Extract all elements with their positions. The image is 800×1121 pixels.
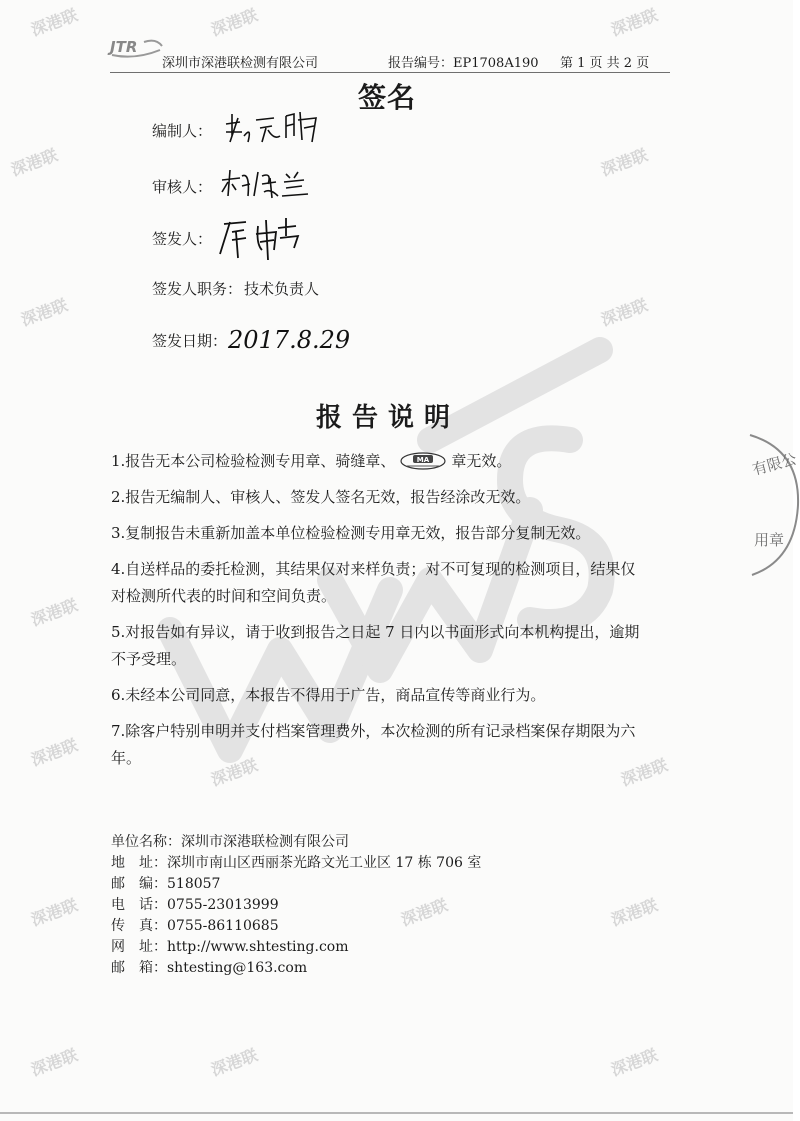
header-company: 深圳市深港联检测有限公司	[162, 56, 319, 71]
note-text: 4.自送样品的委托检测，其结果仅对来样负责；对不可复现的检测项目，结果仅	[111, 560, 636, 578]
watermark-small: 深港联	[18, 295, 71, 330]
compiler-signature	[222, 106, 322, 146]
note-item: 3.复制报告未重新加盖本单位检验检测专用章无效，报告部分复制无效。	[111, 524, 591, 542]
contact-fax-row	[111, 916, 481, 937]
contact-value: 0755-86110685	[167, 918, 279, 934]
note-item	[111, 718, 667, 772]
watermark-small: 深港联	[598, 295, 651, 330]
company-logo	[110, 36, 164, 58]
svg-text:JTR: JTR	[110, 38, 138, 56]
header-report-number: 报告编号：EP1708A190	[388, 56, 539, 71]
note-text: 对检测所代表的时间和空间负责。	[111, 587, 337, 605]
watermark-small: 深港联	[208, 755, 261, 790]
contact-value: shtesting@163.com	[167, 960, 308, 976]
stamp-edge	[740, 430, 800, 580]
cma-mark-icon	[399, 452, 447, 470]
note-text: 1.报告无本公司检验检测专用章、骑缝章、	[111, 452, 396, 470]
scan-edge-line	[0, 1112, 793, 1114]
reviewer-row	[152, 176, 212, 197]
watermark-small: 深港联	[618, 755, 671, 790]
watermark-small: 深港联	[208, 5, 261, 40]
watermark-small: 深港联	[28, 5, 81, 40]
compiler-row	[152, 120, 212, 141]
contact-info	[111, 832, 481, 979]
svg-text:用章: 用章	[754, 531, 785, 549]
contact-label: 邮 编：	[111, 876, 167, 892]
note-item	[111, 448, 667, 475]
watermark-small: 深港联	[608, 1045, 661, 1080]
svg-text:有限公: 有限公	[750, 449, 799, 479]
contact-label: 传 真：	[111, 918, 167, 934]
svg-text:MA: MA	[417, 456, 430, 464]
contact-website-row	[111, 937, 481, 958]
watermark-small: 深港联	[28, 1045, 81, 1080]
contact-label: 地 址：	[111, 855, 167, 871]
compiler-label: 编制人：	[152, 122, 213, 140]
watermark-small: 深港联	[28, 595, 81, 630]
note-text: 年。	[111, 749, 142, 767]
contact-label: 网 址：	[111, 939, 167, 955]
contact-email-row	[111, 958, 481, 979]
notes-title: 报告说明	[316, 403, 461, 433]
issue-date-handwritten	[228, 318, 351, 358]
contact-phone-row	[111, 895, 481, 916]
contact-value: 518057	[167, 876, 221, 892]
svg-text:2017.8.29: 2017.8.29	[228, 326, 351, 354]
notes-list	[111, 448, 667, 772]
reviewer-signature	[220, 166, 320, 202]
header-page-info: 第 1 页 共 2 页	[560, 56, 650, 71]
watermark-small: 深港联	[598, 145, 651, 180]
contact-unit-row	[111, 832, 481, 853]
issuer-label: 签发人：	[152, 230, 213, 248]
contact-label: 邮 箱：	[111, 960, 167, 976]
watermark-small: 深港联	[208, 1045, 261, 1080]
reviewer-label: 审核人：	[152, 178, 213, 196]
watermark-small: 深港联	[28, 895, 81, 930]
note-item	[111, 619, 667, 673]
watermark-small: 深港联	[8, 145, 61, 180]
note-text: 不予受理。	[111, 650, 187, 668]
contact-value: 0755-23013999	[167, 897, 279, 913]
note-item: 2.报告无编制人、审核人、签发人签名无效，报告经涂改无效。	[111, 488, 531, 506]
contact-value: 深圳市深港联检测有限公司	[181, 834, 349, 850]
header-divider	[110, 72, 670, 73]
note-item: 6.未经本公司同意，本报告不得用于广告，商品宣传等商业行为。	[111, 686, 546, 704]
issuer-title-label: 签发人职务：	[152, 280, 243, 298]
issuer-title-value: 技术负责人	[244, 280, 320, 298]
contact-address-row	[111, 853, 481, 874]
issuer-signature	[216, 214, 306, 262]
contact-label: 电 话：	[111, 897, 167, 913]
note-text: 7.除客户特别申明并支付档案管理费外，本次检测的所有记录档案保存期限为六	[111, 722, 636, 740]
watermark-small: 深港联	[398, 895, 451, 930]
watermark-small: 深港联	[28, 735, 81, 770]
issuer-row	[152, 228, 212, 249]
contact-label: 单位名称：	[111, 834, 181, 850]
issue-date-row	[152, 330, 227, 351]
contact-value: http://www.shtesting.com	[167, 939, 349, 955]
signature-title: 签名	[358, 81, 417, 114]
contact-postcode-row	[111, 874, 481, 895]
contact-value: 深圳市南山区西丽茶光路文光工业区 17 栋 706 室	[167, 855, 482, 871]
note-text: 5.对报告如有异议，请于收到报告之日起 7 日内以书面形式向本机构提出，逾期	[111, 623, 640, 641]
watermark-small: 深港联	[608, 895, 661, 930]
note-text: 章无效。	[451, 452, 512, 470]
issuer-title-row	[152, 278, 319, 299]
watermark-small: 深港联	[608, 5, 661, 40]
note-item	[111, 556, 667, 610]
issue-date-label: 签发日期：	[152, 332, 228, 350]
